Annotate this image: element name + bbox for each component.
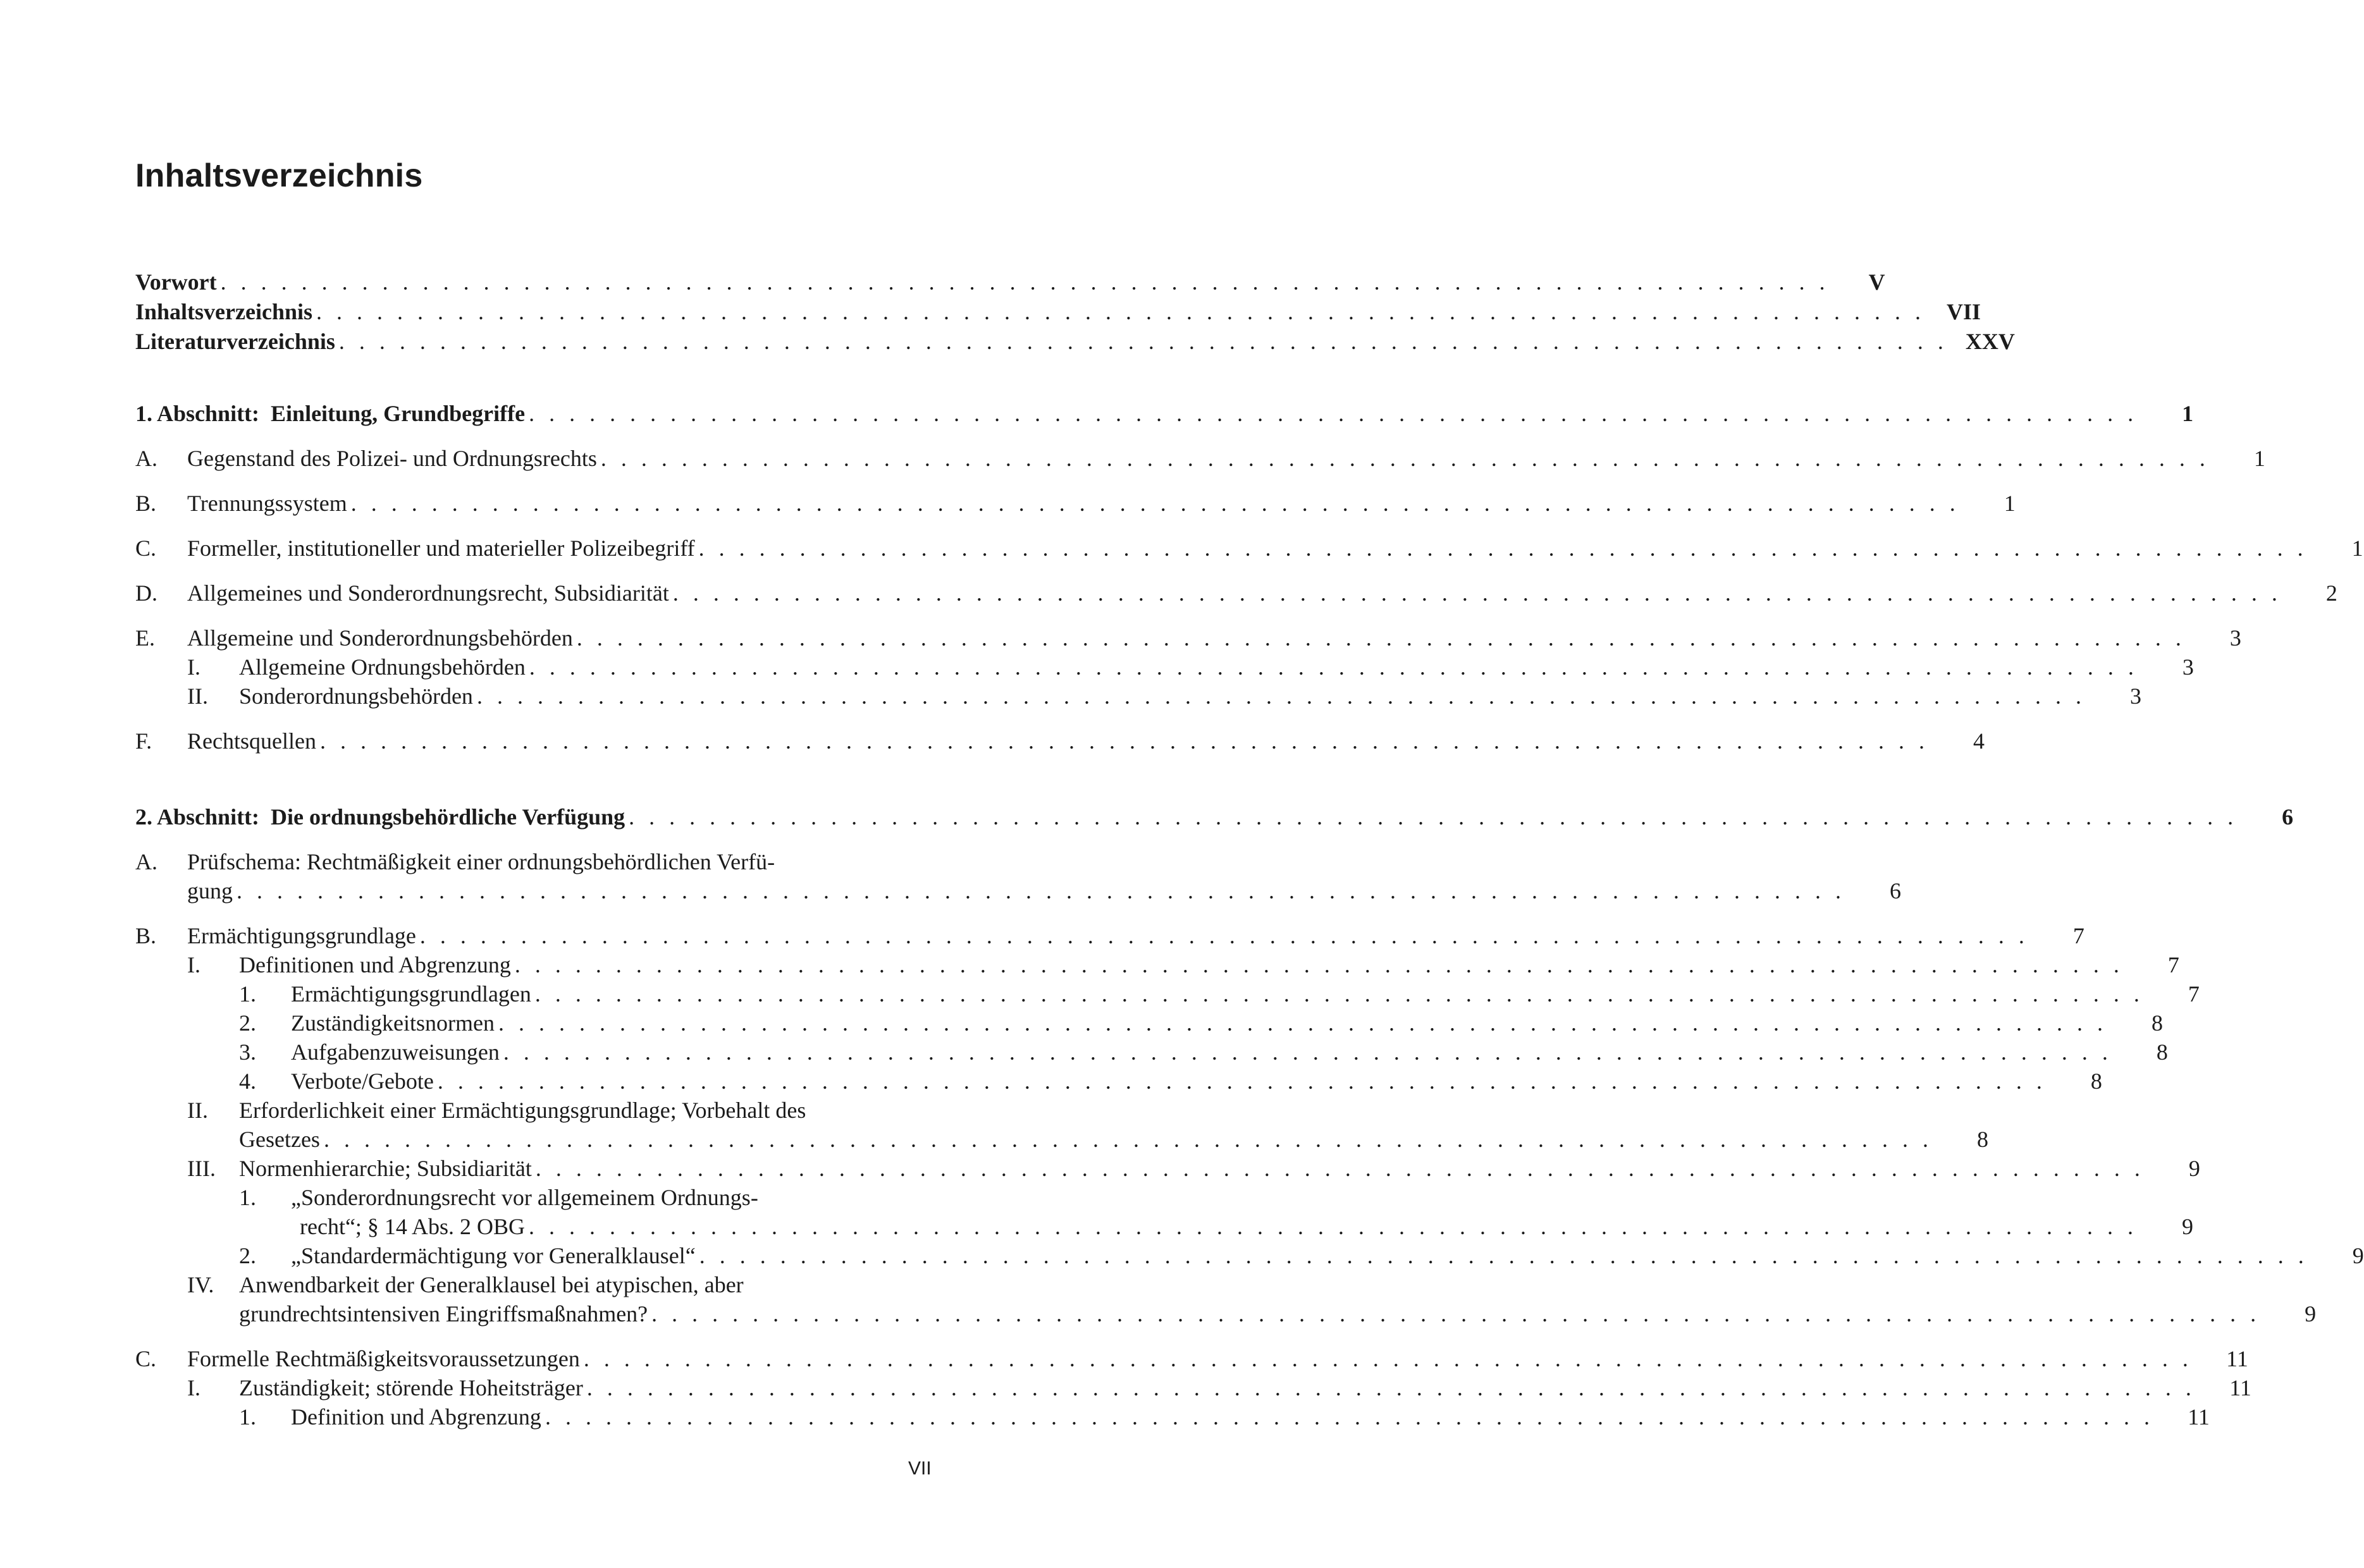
toc-entry-line bbox=[135, 297, 1981, 326]
toc-entry-page: 8 bbox=[2151, 1010, 2163, 1036]
dot-leader: . . . . . . . . . . . . . . . . . . . . . . . . . . . . . . . . . . . . . . . . . . . . . . . . . . . . . . . . . . . . . . . . . . . . . . . . . . . . . . . . bbox=[535, 1156, 2145, 1181]
toc-entry-body bbox=[291, 1183, 2193, 1241]
dot-leader: . . . . . . . . . . . . . . . . . . . . . . . . . . . . . . . . . . . . . . . . . . . . . . . . . . . . . . . . . . . . . . . . . . . . . . . . . . . . . . . . bbox=[316, 299, 1926, 324]
toc-entry-title: Inhaltsverzeichnis bbox=[135, 299, 313, 324]
toc-entry-page: 11 bbox=[2226, 1346, 2248, 1371]
toc-entry-line bbox=[239, 682, 2141, 711]
toc-entry-body bbox=[291, 1241, 2364, 1270]
toc-entry-body bbox=[187, 726, 1985, 756]
toc-entry-number: A. bbox=[135, 849, 157, 874]
toc-entry-line bbox=[187, 876, 1901, 905]
toc-entry-body bbox=[135, 327, 2015, 356]
toc-entry-number: II. bbox=[187, 683, 208, 709]
toc-entry-title: Allgemeines und Sonderordnungsrecht, Subsidiarität bbox=[187, 580, 669, 606]
toc-entry-page: 4 bbox=[1973, 728, 1985, 754]
toc-entry-title: Ermächtigungsgrundlage bbox=[187, 923, 416, 948]
toc-entry-number: 4. bbox=[239, 1069, 256, 1094]
toc-entry-number: I. bbox=[187, 952, 200, 977]
toc-entry-line bbox=[291, 1067, 2102, 1096]
toc-entry-line bbox=[187, 921, 2084, 950]
toc-entry-line bbox=[291, 1402, 2210, 1431]
toc-entry-number: 3. bbox=[239, 1039, 256, 1065]
toc-entry-page: 2 bbox=[2325, 580, 2337, 606]
toc-entry-line bbox=[187, 489, 2016, 518]
toc-entry-line bbox=[135, 399, 2194, 428]
toc-entry-line bbox=[291, 1183, 937, 1212]
toc-entry-title-continued: recht“; § 14 Abs. 2 OBG bbox=[300, 1214, 525, 1239]
toc-entry-number: 1. bbox=[239, 1404, 256, 1430]
toc-entry-line bbox=[239, 1096, 937, 1125]
toc-entry-title: Allgemeine und Sonderordnungsbehörden bbox=[187, 625, 573, 651]
toc-entry-body bbox=[291, 1008, 2163, 1038]
toc-entry-page: 6 bbox=[1890, 878, 1901, 903]
toc-entry-body bbox=[291, 1402, 2210, 1431]
dot-leader: . . . . . . . . . . . . . . . . . . . . . . . . . . . . . . . . . . . . . . . . . . . . . . . . . . . . . . . . . . . . . . . . . . . . . . . . . . . . . . . . bbox=[600, 446, 2210, 471]
dot-leader: . . . . . . . . . . . . . . . . . . . . . . . . . . . . . . . . . . . . . . . . . . . . . . . . . . . . . . . . . . . . . . . . . . . . . . . . . . . . . . . . bbox=[672, 580, 2282, 606]
toc-entry-number: 2. bbox=[239, 1010, 256, 1036]
toc-entry-page: 1 bbox=[2004, 491, 2016, 516]
dot-leader: . . . . . . . . . . . . . . . . . . . . . . . . . . . . . . . . . . . . . . . . . . . . . . . . . . . . . . . . . . . . . . . . . . . . . . . . . . . . . . . . bbox=[529, 401, 2138, 426]
toc-entry-page: 1 bbox=[2253, 446, 2265, 471]
toc-entry-title: Definition und Abgrenzung bbox=[291, 1404, 541, 1430]
toc-entry-title: Formeller, institutioneller und materieller Polizeibegriff bbox=[187, 536, 695, 561]
dot-leader: . . . . . . . . . . . . . . . . . . . . . . . . . . . . . . . . . . . . . . . . . . . . . . . . . . . . . . . . . . . . . . . . . . . . . . . . . . . . . . . . bbox=[503, 1039, 2112, 1065]
toc-entry-line bbox=[291, 1241, 2364, 1270]
toc-entry-number: 1. bbox=[239, 1185, 256, 1210]
toc-entry-page: 8 bbox=[2090, 1069, 2102, 1094]
toc-entry-page: 8 bbox=[2156, 1039, 2168, 1065]
toc-entry-body bbox=[187, 623, 2241, 652]
toc-entry-body bbox=[291, 979, 2200, 1008]
toc-entry-body bbox=[239, 1154, 2200, 1183]
toc-entry-line bbox=[187, 444, 2265, 473]
dot-leader: . . . . . . . . . . . . . . . . . . . . . . . . . . . . . . . . . . . . . . . . . . . . . . . . . . . . . . . . . . . . . . . . . . . . . . . . . . . . . . . . bbox=[498, 1010, 2107, 1036]
dot-leader: . . . . . . . . . . . . . . . . . . . . . . . . . . . . . . . . . . . . . . . . . . . . . . . . . . . . . . . . . . . . . . . . . . . . . . . . . . . . . . . . bbox=[514, 952, 2124, 977]
toc-entry-page: 3 bbox=[2182, 654, 2194, 680]
toc-entry-title: Prüfschema: Rechtmäßigkeit einer ordnungsbehördlichen Verfü- bbox=[187, 849, 775, 874]
toc-entry-number: 1. bbox=[239, 981, 256, 1007]
toc-entry-body bbox=[135, 267, 1885, 297]
toc-entry-title: 1. Abschnitt: Einleitung, Grundbegriffe bbox=[135, 401, 526, 426]
dot-leader: . . . . . . . . . . . . . . . . . . . . . . . . . . . . . . . . . . . . . . . . . . . . . . . . . . . . . . . . . . . . . . . . . . . . . . . . . . . . . . . . bbox=[586, 1375, 2196, 1400]
toc-entry-page: 3 bbox=[2229, 625, 2241, 651]
toc-entry-title: Trennungssystem bbox=[187, 491, 347, 516]
toc-entry-body bbox=[239, 652, 2194, 682]
toc-entry-line bbox=[239, 950, 2179, 979]
toc-entry-line bbox=[239, 1373, 2251, 1402]
toc-entry-number: B. bbox=[135, 923, 157, 948]
toc-entry-title: 2. Abschnitt: Die ordnungsbehördliche Verfügung bbox=[135, 804, 625, 830]
toc-entry-title-continued: grundrechtsintensiven Eingriffsmaßnahmen? bbox=[239, 1301, 648, 1326]
page-title: Inhaltsverzeichnis bbox=[135, 157, 423, 194]
dot-leader: . . . . . . . . . . . . . . . . . . . . . . . . . . . . . . . . . . . . . . . . . . . . . . . . . . . . . . . . . . . . . . . . . . . . . . . . . . . . . . . . bbox=[698, 536, 2308, 561]
toc-entry-title: Normenhierarchie; Subsidiarität bbox=[239, 1156, 532, 1181]
toc-entry-page: 9 bbox=[2188, 1156, 2200, 1181]
toc-entry-line bbox=[135, 802, 2294, 831]
toc-entry-line bbox=[239, 1270, 937, 1299]
dot-leader: . . . . . . . . . . . . . . . . . . . . . . . . . . . . . . . . . . . . . . . . . . . . . . . . . . . . . . . . . . . . . . . . . . . . . . . . . . . . . . . . bbox=[529, 654, 2138, 680]
toc-entry-line bbox=[187, 534, 2363, 563]
dot-leader: . . . . . . . . . . . . . . . . . . . . . . . . . . . . . . . . . . . . . . . . . . . . . . . . . . . . . . . . . . . . . . . . . . . . . . . . . . . . . . . . bbox=[237, 878, 1845, 903]
toc-entry-line bbox=[291, 1008, 2163, 1038]
toc-entry-line bbox=[239, 1154, 2200, 1183]
toc-entry-title: Ermächtigungsgrundlagen bbox=[291, 981, 531, 1007]
toc-entry-body bbox=[239, 1270, 2317, 1328]
toc-entry-page: 7 bbox=[2072, 923, 2084, 948]
toc-entry-title-continued: gung bbox=[187, 878, 233, 903]
toc-entry-page: 1 bbox=[2182, 401, 2194, 426]
toc-entry-number: F. bbox=[135, 728, 152, 754]
toc-entry-number: C. bbox=[135, 536, 157, 561]
dot-leader: . . . . . . . . . . . . . . . . . . . . . . . . . . . . . . . . . . . . . . . . . . . . . . . . . . . . . . . . . . . . . . . . . . . . . . . . . . . . . . . . bbox=[576, 625, 2186, 651]
toc-entry-number: 2. bbox=[239, 1243, 256, 1268]
toc-entry-page: 7 bbox=[2167, 952, 2179, 977]
toc-entry-title: Erforderlichkeit einer Ermächtigungsgrundlage; Vorbehalt des bbox=[239, 1098, 806, 1123]
dot-leader: . . . . . . . . . . . . . . . . . . . . . . . . . . . . . . . . . . . . . . . . . . . . . . . . . . . . . . . . . . . . . . . . . . . . . . . . . . . . . . . . bbox=[528, 1214, 2138, 1239]
toc-entry-title: Literaturverzeichnis bbox=[135, 329, 335, 354]
dot-leader: . . . . . . . . . . . . . . . . . . . . . . . . . . . . . . . . . . . . . . . . . . . . . . . . . . . . . . . . . . . . . . . . . . . . . . . . . . . . . . . . bbox=[651, 1301, 2261, 1326]
toc-entry-title: Aufgabenzuweisungen bbox=[291, 1039, 500, 1065]
dot-leader: . . . . . . . . . . . . . . . . . . . . . . . . . . . . . . . . . . . . . . . . . . . . . . . . . . . . . . . . . . . . . . . . . . . . . . . . . . . . . . . . bbox=[476, 683, 2086, 709]
toc-entry-page: VII bbox=[1946, 299, 1981, 324]
toc-entry-page: 1 bbox=[2351, 536, 2363, 561]
toc-entry-page: 8 bbox=[1976, 1127, 1988, 1152]
toc-entry-line bbox=[187, 579, 2337, 608]
toc-entry-line bbox=[187, 623, 2241, 652]
dot-leader: . . . . . . . . . . . . . . . . . . . . . . . . . . . . . . . . . . . . . . . . . . . . . . . . . . . . . . . . . . . . . . . . . . . . . . . . . . . . . . . . bbox=[437, 1069, 2047, 1094]
toc-entry-body bbox=[187, 489, 2016, 518]
toc-entry-line bbox=[135, 327, 2015, 356]
toc-entry-line bbox=[187, 847, 937, 876]
toc-entry-line bbox=[291, 1038, 2168, 1067]
toc-entry-number: C. bbox=[135, 1346, 157, 1371]
toc-entry-title: Zuständigkeitsnormen bbox=[291, 1010, 495, 1036]
dot-leader: . . . . . . . . . . . . . . . . . . . . . . . . . . . . . . . . . . . . . . . . . . . . . . . . . . . . . . . . . . . . . . . . . . . . . . . . . . . . . . . . bbox=[583, 1346, 2193, 1371]
toc-entry-page: XXV bbox=[1965, 329, 2015, 354]
toc-entry-body bbox=[291, 1067, 2102, 1096]
toc-entry-page: 9 bbox=[2352, 1243, 2364, 1268]
toc-entry-title: Rechtsquellen bbox=[187, 728, 316, 754]
toc-entry-body bbox=[187, 847, 1901, 905]
toc-entry-title: „Sonderordnungsrecht vor allgemeinem Ordnungs- bbox=[291, 1185, 758, 1210]
toc-entry-page: 9 bbox=[2181, 1214, 2193, 1239]
toc-entry-body bbox=[239, 1373, 2251, 1402]
dot-leader: . . . . . . . . . . . . . . . . . . . . . . . . . . . . . . . . . . . . . . . . . . . . . . . . . . . . . . . . . . . . . . . . . . . . . . . . . . . . . . . . bbox=[220, 269, 1830, 295]
dot-leader: . . . . . . . . . . . . . . . . . . . . . . . . . . . . . . . . . . . . . . . . . . . . . . . . . . . . . . . . . . . . . . . . . . . . . . . . . . . . . . . . bbox=[323, 1127, 1933, 1152]
page-number: VII bbox=[908, 1458, 932, 1479]
dot-leader: . . . . . . . . . . . . . . . . . . . . . . . . . . . . . . . . . . . . . . . . . . . . . . . . . . . . . . . . . . . . . . . . . . . . . . . . . . . . . . . . bbox=[338, 329, 1948, 354]
dot-leader: . . . . . . . . . . . . . . . . . . . . . . . . . . . . . . . . . . . . . . . . . . . . . . . . . . . . . . . . . . . . . . . . . . . . . . . . . . . . . . . . bbox=[319, 728, 1929, 754]
toc-entry-title: Definitionen und Abgrenzung bbox=[239, 952, 511, 977]
toc-entry-body bbox=[291, 1038, 2168, 1067]
toc-entry-page: 11 bbox=[2188, 1404, 2210, 1430]
toc-entry-page: V bbox=[1868, 269, 1885, 295]
toc-entry-body bbox=[187, 1344, 2248, 1373]
toc-entry-title: Verbote/Gebote bbox=[291, 1069, 434, 1094]
toc-entry-number: E. bbox=[135, 625, 155, 651]
toc-entry-body bbox=[239, 950, 2179, 979]
toc-entry-number: A. bbox=[135, 446, 157, 471]
toc-entry-body bbox=[239, 1096, 1988, 1154]
toc-entry-number: I. bbox=[187, 1375, 200, 1400]
toc-entry-body bbox=[239, 682, 2141, 711]
toc-entry-title: Vorwort bbox=[135, 269, 217, 295]
toc-entry-body bbox=[187, 579, 2337, 608]
toc-entry-line bbox=[291, 979, 2200, 1008]
toc-entry-line bbox=[239, 652, 2194, 682]
toc-entry-page: 11 bbox=[2229, 1375, 2251, 1400]
toc-entry-number: III. bbox=[187, 1156, 216, 1181]
dot-leader: . . . . . . . . . . . . . . . . . . . . . . . . . . . . . . . . . . . . . . . . . . . . . . . . . . . . . . . . . . . . . . . . . . . . . . . . . . . . . . . . bbox=[629, 804, 2238, 830]
dot-leader: . . . . . . . . . . . . . . . . . . . . . . . . . . . . . . . . . . . . . . . . . . . . . . . . . . . . . . . . . . . . . . . . . . . . . . . . . . . . . . . . bbox=[534, 981, 2144, 1007]
toc-entry-line bbox=[291, 1212, 2193, 1241]
table-of-contents bbox=[135, 0, 2364, 1568]
toc-entry-title: Anwendbarkeit der Generalklausel bei atypischen, aber bbox=[239, 1272, 744, 1297]
toc-entry-number: IV. bbox=[187, 1272, 214, 1297]
toc-entry-body bbox=[135, 399, 2194, 428]
toc-entry-title: Formelle Rechtmäßigkeitsvoraussetzungen bbox=[187, 1346, 580, 1371]
toc-entry-line bbox=[187, 1344, 2248, 1373]
toc-entry-body bbox=[187, 444, 2265, 473]
toc-entry-number: II. bbox=[187, 1098, 208, 1123]
toc-entry-number: B. bbox=[135, 491, 157, 516]
toc-entry-line bbox=[187, 726, 1985, 756]
toc-entry-page: 9 bbox=[2305, 1301, 2317, 1326]
dot-leader: . . . . . . . . . . . . . . . . . . . . . . . . . . . . . . . . . . . . . . . . . . . . . . . . . . . . . . . . . . . . . . . . . . . . . . . . . . . . . . . . bbox=[419, 923, 2029, 948]
toc-entry-line bbox=[239, 1125, 1988, 1154]
toc-entry-line bbox=[135, 267, 1885, 297]
toc-entry-number: D. bbox=[135, 580, 157, 606]
dot-leader: . . . . . . . . . . . . . . . . . . . . . . . . . . . . . . . . . . . . . . . . . . . . . . . . . . . . . . . . . . . . . . . . . . . . . . . . . . . . . . . . bbox=[699, 1243, 2308, 1268]
toc-entry-title-continued: Gesetzes bbox=[239, 1127, 320, 1152]
toc-entry-body bbox=[187, 921, 2084, 950]
toc-entry-title: Allgemeine Ordnungsbehörden bbox=[239, 654, 526, 680]
toc-entry-title: Zuständigkeit; störende Hoheitsträger bbox=[239, 1375, 583, 1400]
toc-entry-page: 7 bbox=[2188, 981, 2200, 1007]
toc-entry-title: „Standardermächtigung vor Generalklausel“ bbox=[291, 1243, 696, 1268]
toc-entry-page: 3 bbox=[2129, 683, 2141, 709]
toc-entry-body bbox=[135, 802, 2294, 831]
dot-leader: . . . . . . . . . . . . . . . . . . . . . . . . . . . . . . . . . . . . . . . . . . . . . . . . . . . . . . . . . . . . . . . . . . . . . . . . . . . . . . . . bbox=[545, 1404, 2154, 1430]
toc-entry-title: Sonderordnungsbehörden bbox=[239, 683, 473, 709]
toc-entry-title: Gegenstand des Polizei- und Ordnungsrechts bbox=[187, 446, 597, 471]
toc-entry-page: 6 bbox=[2282, 804, 2294, 830]
toc-entry-number: I. bbox=[187, 654, 200, 680]
toc-entry-body bbox=[135, 297, 1981, 326]
toc-entry-line bbox=[239, 1299, 2317, 1328]
dot-leader: . . . . . . . . . . . . . . . . . . . . . . . . . . . . . . . . . . . . . . . . . . . . . . . . . . . . . . . . . . . . . . . . . . . . . . . . . . . . . . . . bbox=[350, 491, 1960, 516]
toc-entry-body bbox=[187, 534, 2363, 563]
